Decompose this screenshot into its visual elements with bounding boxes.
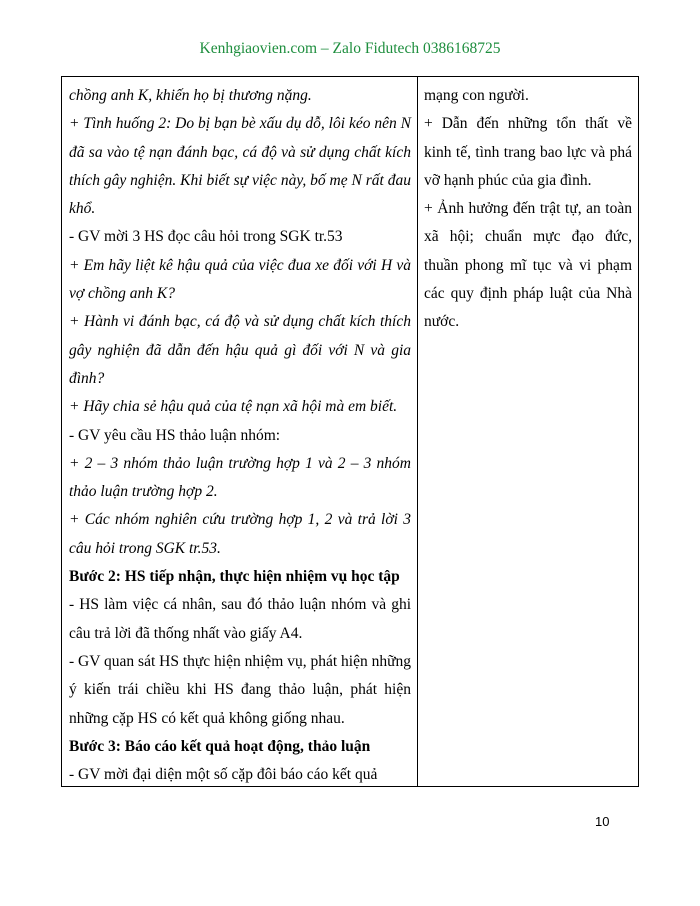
left-paragraph: + Em hãy liệt kê hậu quả của việc đua xe đối với H và vợ chồng anh K? bbox=[69, 256, 411, 303]
left-paragraph: + Các nhóm nghiên cứu trường hợp 1, 2 và trả lời 3 câu hỏi trong SGK tr.53. bbox=[69, 511, 411, 557]
left-paragraph: + 2 – 3 nhóm thảo luận trường hợp 1 và 2 – 3 nhóm thảo luận trường hợp 2. bbox=[69, 454, 411, 501]
left-paragraph: - GV mời đại diện một số cặp đôi báo cáo kết quả bbox=[69, 766, 378, 784]
left-paragraph: + Hành vi đánh bạc, cá độ và sử dụng chất kích thích gây nghiện đã dẫn đến hậu quả gì đối với N và gia đình? bbox=[69, 313, 411, 387]
page-number: 10 bbox=[595, 814, 610, 829]
left-paragraph: - HS làm việc cá nhân, sau đó thảo luận nhóm và ghi câu trả lời đã thống nhất vào giấy A4. bbox=[69, 596, 411, 642]
left-paragraph: chồng anh K, khiến họ bị thương nặng. bbox=[69, 87, 312, 104]
header-separator: – bbox=[317, 40, 333, 57]
left-paragraph: - GV mời 3 HS đọc câu hỏi trong SGK tr.53 bbox=[69, 228, 343, 246]
content-table bbox=[61, 76, 639, 787]
left-paragraph: + Tình huống 2: Do bị bạn bè xấu dụ dỗ, lôi kéo nên N đã sa vào tệ nạn đánh bạc, cá độ và sử dụng chất kích thích gây nghiện. Khi biết sự việc này, bố mẹ N rất đau khổ. bbox=[69, 115, 411, 218]
header-site: Kenhgiaovien.com bbox=[199, 40, 318, 57]
left-paragraph: - GV yêu cầu HS thảo luận nhóm: bbox=[69, 426, 281, 444]
left-paragraph: + Hãy chia sẻ hậu quả của tệ nạn xã hội mà em biết. bbox=[69, 398, 398, 416]
left-paragraph: - GV quan sát HS thực hiện nhiệm vụ, phát hiện những ý kiến trái chiều khi HS đang thảo luận, phát hiện những cặp HS có kết quả không giống nhau. bbox=[69, 652, 411, 727]
activity-column bbox=[62, 77, 418, 786]
page-header bbox=[0, 40, 700, 58]
result-column bbox=[418, 77, 638, 786]
right-paragraph: + Dẫn đến những tổn thất về kinh tế, tình trang bao lực và phá vỡ hạnh phúc của gia đình. bbox=[424, 115, 632, 189]
step-heading: Bước 3: Báo cáo kết quả hoạt động, thảo luận bbox=[69, 737, 371, 755]
right-paragraph: + Ảnh hưởng đến trật tự, an toàn xã hội; chuẩn mực đạo đức, thuần phong mĩ tục và vi phạm các quy định pháp luật của Nhà nước. bbox=[424, 200, 632, 331]
right-paragraph: mạng con người. bbox=[424, 87, 529, 104]
step-heading: Bước 2: HS tiếp nhận, thực hiện nhiệm vụ học tập bbox=[69, 568, 400, 586]
header-contact: Zalo Fidutech 0386168725 bbox=[332, 40, 501, 57]
